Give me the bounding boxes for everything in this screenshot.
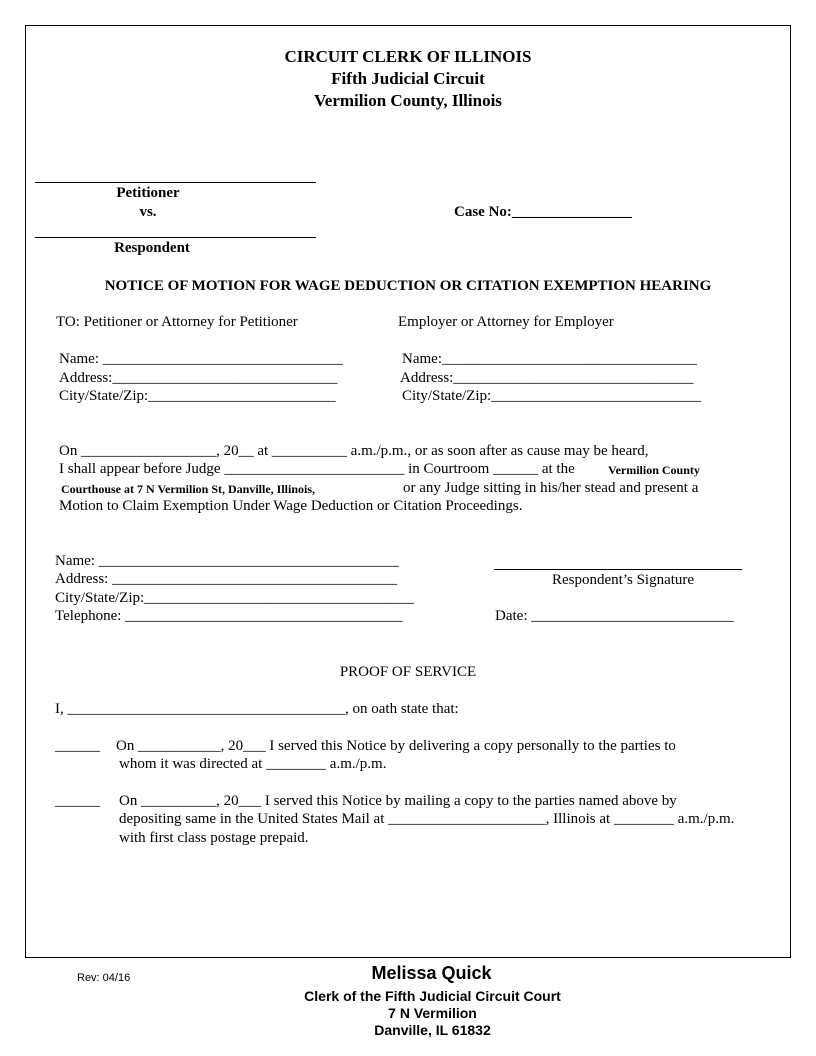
signature-label: Respondent’s Signature — [552, 572, 695, 588]
service-personal-checkbox[interactable]: ______ — [55, 738, 100, 754]
service-mail-checkbox[interactable]: ______ — [55, 793, 100, 809]
service-mail-line2[interactable]: depositing same in the United States Mail at _____________________, Illinois at ________ a.m./p.m. — [119, 811, 735, 827]
service-personal-line1[interactable]: On ___________, 20___ I served this Notice by delivering a copy personally to the parties to — [116, 738, 676, 754]
respondent-city-field[interactable]: City/State/Zip:____________________________________ — [55, 590, 415, 606]
employer-address-field[interactable]: Address:________________________________ — [400, 370, 694, 386]
service-personal-line2[interactable]: whom it was directed at ________ a.m./p.m. — [119, 756, 387, 772]
respondent-telephone-field[interactable]: Telephone: _____________________________________ — [55, 608, 403, 624]
respondent-label: Respondent — [114, 240, 190, 256]
employer-name-field[interactable]: Name:__________________________________ — [402, 351, 697, 367]
signature-line[interactable] — [494, 569, 742, 570]
notice-title: NOTICE OF MOTION FOR WAGE DEDUCTION OR CITATION EXEMPTION HEARING — [104, 278, 712, 294]
hearing-date-line[interactable]: On __________________, 20__ at __________ a.m./p.m., or as soon after as cause may be heard, — [59, 443, 649, 459]
clerk-street: 7 N Vermilion — [388, 1005, 477, 1021]
header-court-title: CIRCUIT CLERK OF ILLINOIS — [284, 47, 532, 66]
header-county: Vermilion County, Illinois — [314, 91, 502, 110]
petitioner-line[interactable] — [35, 182, 316, 183]
revision-label: Rev: 04/16 — [77, 972, 131, 984]
clerk-name: Melissa Quick — [371, 963, 492, 983]
to-employer: Employer or Attorney for Employer — [398, 314, 614, 330]
petitioner-address-field[interactable]: Address:______________________________ — [59, 370, 338, 386]
proof-of-service-title: PROOF OF SERVICE — [339, 664, 477, 680]
oath-line[interactable]: I, _____________________________________, on oath state that: — [55, 701, 459, 717]
respondent-name-field[interactable]: Name: ________________________________________ — [55, 553, 399, 569]
judge-courtroom-line[interactable]: I shall appear before Judge ________________________ in Courtroom ______ at the — [59, 461, 575, 477]
courthouse-name-part1: Vermilion County — [608, 463, 700, 477]
employer-city-field[interactable]: City/State/Zip:____________________________ — [402, 388, 702, 404]
clerk-city: Danville, IL 61832 — [374, 1022, 491, 1038]
to-petitioner: TO: Petitioner or Attorney for Petitioner — [56, 314, 298, 330]
petitioner-city-field[interactable]: City/State/Zip:_________________________ — [59, 388, 336, 404]
signature-date-field[interactable]: Date: ___________________________ — [495, 608, 734, 624]
petitioner-name-field[interactable]: Name: ________________________________ — [59, 351, 343, 367]
clerk-title: Clerk of the Fifth Judicial Circuit Court — [304, 988, 561, 1004]
courthouse-address: Courthouse at 7 N Vermilion St, Danville, Illinois, — [61, 482, 316, 496]
case-number-field[interactable]: Case No:________________ — [454, 204, 632, 220]
service-mail-line3: with first class postage prepaid. — [119, 830, 309, 846]
service-mail-line1[interactable]: On __________, 20___ I served this Notice by mailing a copy to the parties named above by — [119, 793, 677, 809]
petitioner-label: Petitioner — [116, 185, 180, 201]
respondent-address-field[interactable]: Address: ______________________________________ — [55, 571, 398, 587]
respondent-line[interactable] — [35, 237, 316, 238]
header-circuit: Fifth Judicial Circuit — [331, 69, 485, 88]
notice-line3: or any Judge sitting in his/her stead and present a — [403, 480, 699, 496]
vs-label: vs. — [139, 204, 157, 220]
notice-line4: Motion to Claim Exemption Under Wage Deduction or Citation Proceedings. — [59, 498, 523, 514]
